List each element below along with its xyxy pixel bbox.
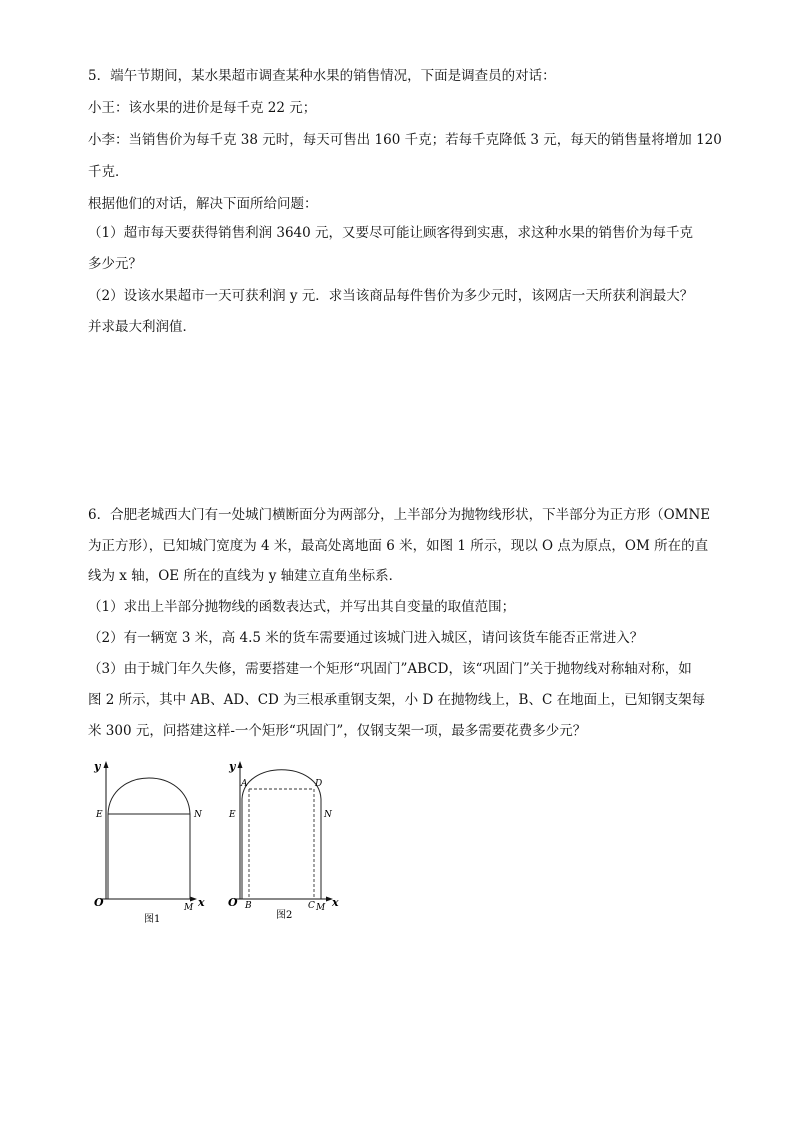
q5-line-8: （2）设该水果超市一天可获利润 y 元．求当该商品每件售价为多少元时，该网店一天所获利润最大？ (88, 288, 694, 304)
y-axis-arrow (238, 761, 243, 768)
q5-line-3: 小李：当销售价为每千克 38 元时，每天可售出 160 千克；若每千克降低 3 元，每天的销售量将增加 120 (88, 132, 722, 148)
label-n: N (194, 810, 202, 820)
q5-line-1: 5．端午节期间，某水果超市调查某种水果的销售情况，下面是调查员的对话： (88, 68, 556, 84)
q6-line-1: 6．合肥老城西大门有一处城门横断面分为两部分，上半部分为抛物线形状，下半部分为正方形（OMNE (88, 507, 711, 523)
q6-line-8: 米 300 元，问搭建这样-一个矩形“巩固门”，仅钢支架一项，最多需要花费多少元？ (88, 723, 587, 739)
q5-line-7: 多少元？ (88, 256, 142, 272)
q5-line-6: （1）超市每天要获得销售利润 3640 元，又要尽可能让顾客得到实惠，求这种水果的销售价为每千克 (88, 225, 694, 241)
label-m: M (184, 903, 194, 913)
label-x: x (198, 896, 205, 909)
x-axis-arrow (190, 897, 197, 902)
figure-1 (86, 758, 216, 930)
parabola-arc (242, 770, 321, 799)
label-o: O (228, 896, 238, 909)
q5-line-2: 小王：该水果的进价是每千克 22 元； (88, 100, 317, 116)
q5-line-5: 根据他们的对话，解决下面所给问题： (88, 196, 318, 212)
label-c: C (308, 901, 315, 911)
q5-line-9: 并求最大利润值． (88, 319, 196, 335)
label-n: N (324, 810, 332, 820)
q6-line-4: （1）求出上半部分抛物线的函数表达式，并写出其自变量的取值范围； (88, 599, 516, 615)
label-o: O (94, 896, 104, 909)
label-a: A (241, 779, 248, 789)
parabola-arc (108, 778, 190, 814)
q6-line-7: 图 2 所示，其中 AB、AD、CD 为三根承重钢支架，小 D 在抛物线上，B、C 在地面上，已知钢支架每 (88, 692, 706, 708)
label-y: y (94, 760, 101, 773)
y-axis-arrow (104, 761, 109, 768)
label-m: M (316, 903, 326, 913)
label-b: B (245, 901, 252, 911)
q6-line-5: （2）有一辆宽 3 米，高 4.5 米的货车需要通过该城门进入城区，请问该货车能否正常进入？ (88, 630, 644, 646)
q6-line-6: （3）由于城门年久失修，需要搭建一个矩形“巩固门”ABCD，该“巩固门”关于抛物线对称轴对称，如 (88, 661, 692, 677)
q6-line-3: 线为 x 轴，OE 所在的直线为 y 轴建立直角坐标系． (88, 568, 403, 584)
label-d: D (315, 779, 323, 789)
figure-2 (226, 758, 346, 930)
figure-1-caption: 图1 (144, 914, 161, 925)
q6-line-2: 为正方形），已知城门宽度为 4 米，最高处离地面 6 米，如图 1 所示，现以 O 点为原点，OM 所在的直 (88, 538, 709, 554)
label-e: E (229, 810, 236, 820)
label-x: x (332, 896, 339, 909)
label-e: E (96, 810, 103, 820)
figure-2-caption: 图2 (276, 910, 293, 921)
label-y: y (229, 760, 236, 773)
q5-line-4: 千克． (88, 164, 129, 180)
